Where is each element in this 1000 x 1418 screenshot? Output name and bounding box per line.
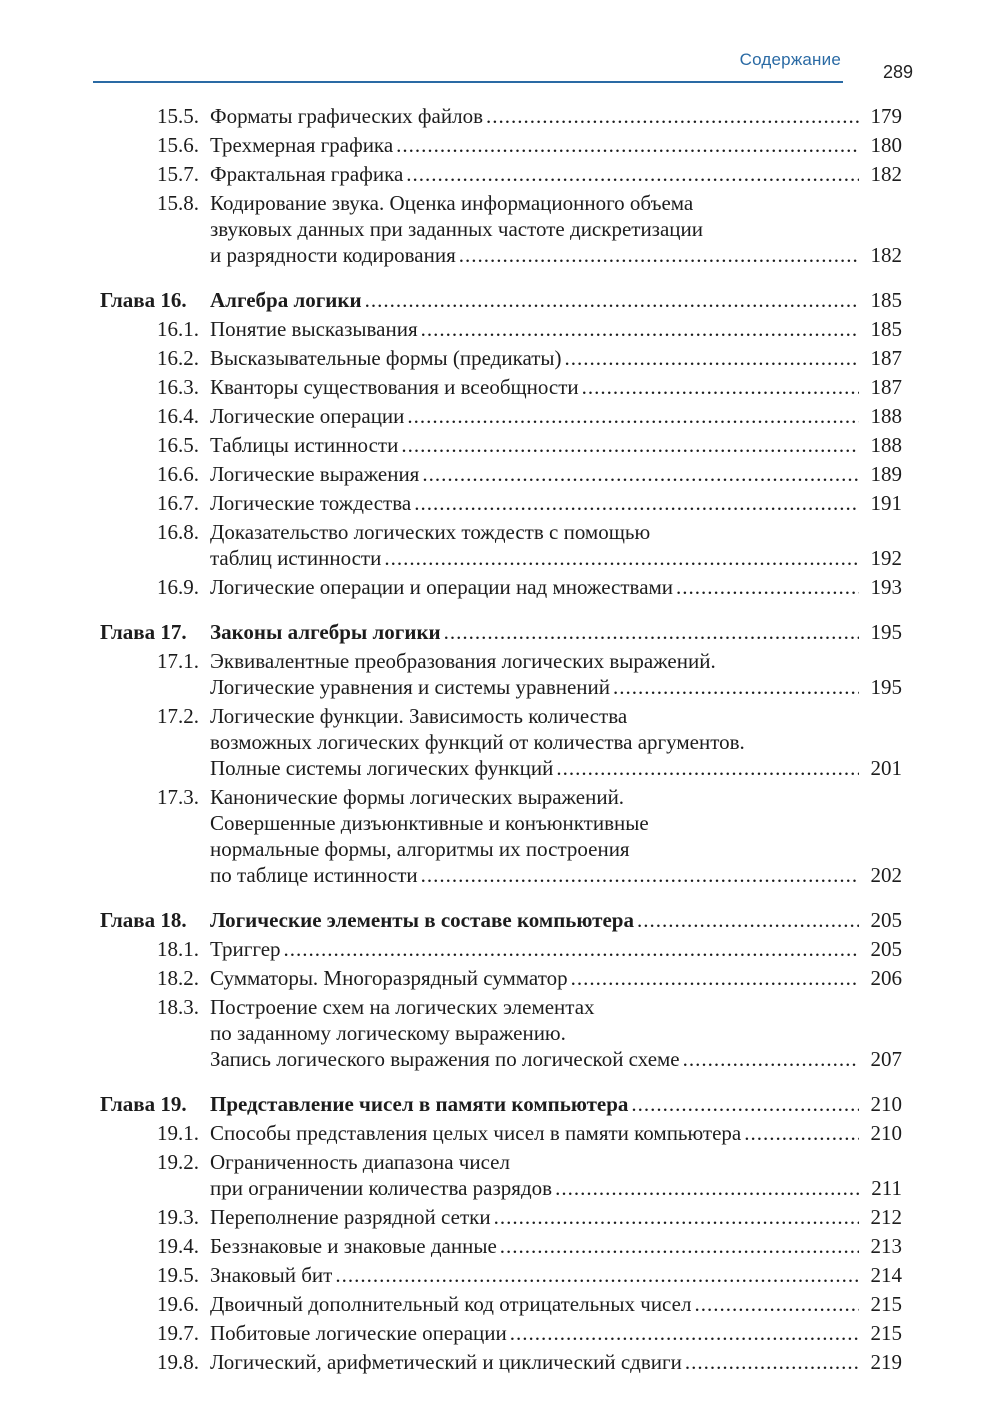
dot-leader [444,619,859,645]
toc-entry-title-line: по таблице истинности [210,863,418,887]
toc-entry-title-line: Логические элементы в составе компьютера [210,908,634,932]
toc-section[interactable] [100,342,902,371]
dot-leader [556,755,859,781]
dot-leader [384,545,859,571]
toc-entry-number: Глава 19. [100,1092,187,1116]
toc-section[interactable] [100,1117,902,1146]
toc-section[interactable] [100,645,902,700]
toc-entry-title-line: при ограничении количества разрядов [210,1176,553,1200]
toc-page-number: 215 [870,1292,902,1316]
dot-leader [510,1320,859,1346]
toc-page-number: 187 [870,375,902,399]
toc-page-number: 182 [870,243,902,267]
toc-entry-title-line: Кванторы существования и всеобщности [210,375,579,399]
dot-leader [421,316,859,342]
toc-entry-title-line: возможных логических функций от количества аргументов. [210,730,745,754]
toc-section[interactable] [100,933,902,962]
toc-page-number: 219 [870,1350,902,1374]
toc-entry-title-line: Триггер [210,937,281,961]
dot-leader [676,574,859,600]
toc-page-number: 215 [870,1321,902,1345]
toc-page-number: 188 [870,404,902,428]
toc-section[interactable] [100,571,902,600]
toc-section[interactable] [100,1230,902,1259]
toc-entry-title-line: Построение схем на логических элементах [210,995,595,1019]
toc-section[interactable] [100,371,902,400]
toc-entry-number: 16.2. [157,346,199,370]
dot-leader [500,1233,859,1259]
toc-entry-title-line: Переполнение разрядной сетки [210,1205,491,1229]
toc-page-number: 210 [870,1121,902,1145]
toc-entry-title-line: Логический, арифметический и циклический сдвиги [210,1350,682,1374]
toc-entry-number: 15.8. [157,191,199,215]
dot-leader [494,1204,859,1230]
toc-entry-number: 18.2. [157,966,199,990]
toc-page-number: 211 [871,1176,902,1200]
toc-chapter[interactable] [100,284,902,313]
dot-leader [284,936,859,962]
toc-entry-title-line: Доказательство логических тождеств с помощью [210,520,651,544]
toc-page-number: 185 [870,317,902,341]
toc-entry-title-line: Представление чисел в памяти компьютера [210,1092,629,1116]
dot-leader [685,1349,859,1375]
toc-section[interactable] [100,700,902,781]
toc-entry-title-line: и разрядности кодирования [210,243,456,267]
dot-leader [422,461,859,487]
toc-entry-title-line: нормальные формы, алгоритмы их построения [210,837,630,861]
dot-leader [486,103,859,129]
toc-entry-title-line: Логические операции [210,404,405,428]
toc-section[interactable] [100,158,902,187]
dot-leader [335,1262,859,1288]
dot-leader [631,1091,859,1117]
toc-entry-number: 19.4. [157,1234,199,1258]
toc-page-number: 205 [870,937,902,961]
toc-entry-number: 16.5. [157,433,199,457]
dot-leader [555,1175,859,1201]
toc-entry-number: 16.1. [157,317,199,341]
toc-page-number: 205 [870,908,902,932]
toc-entry-title-line: звуковых данных при заданных частоте дискретизации [210,217,704,241]
toc-page-number: 214 [870,1263,902,1287]
toc-section[interactable] [100,781,902,888]
toc-entry-title-line: Ограниченность диапазона чисел [210,1150,510,1174]
toc-entry-number: 17.3. [157,785,199,809]
toc-page-number: 213 [870,1234,902,1258]
toc-section[interactable] [100,991,902,1072]
toc-section[interactable] [100,1288,902,1317]
toc-chapter[interactable] [100,616,902,645]
toc-entry-number: 18.1. [157,937,199,961]
dot-leader [365,287,859,313]
toc-entry-title-line: Форматы графических файлов [210,104,483,128]
toc-entry-number: 16.9. [157,575,199,599]
toc-entry-title-line: Кодирование звука. Оценка информационного объема [210,191,694,215]
dot-leader [406,161,859,187]
toc-section[interactable] [100,400,902,429]
toc-entry-number: Глава 18. [100,908,187,932]
toc-page-number: 195 [870,675,902,699]
toc-section[interactable] [100,100,902,129]
toc-page-number: 187 [870,346,902,370]
toc-section[interactable] [100,458,902,487]
toc-entry-title-line: таблиц истинности [210,546,382,570]
table-of-contents [100,100,902,1375]
toc-entry-number: 16.6. [157,462,199,486]
toc-entry-number: 18.3. [157,995,199,1019]
toc-entry-title-line: Логические уравнения и системы уравнений [210,675,611,699]
dot-leader [414,490,859,516]
toc-page-number: 188 [870,433,902,457]
toc-section[interactable] [100,487,902,516]
toc-chapter[interactable] [100,904,902,933]
toc-entry-number: 15.7. [157,162,199,186]
toc-section[interactable] [100,187,902,268]
dot-leader [421,862,859,888]
toc-page-number: 202 [870,863,902,887]
toc-entry-title-line: Трехмерная графика [210,133,394,157]
toc-entry-number: Глава 16. [100,288,187,312]
toc-entry-number: 16.3. [157,375,199,399]
toc-entry-number: 19.6. [157,1292,199,1316]
toc-chapter[interactable] [100,1088,902,1117]
toc-page-number: 201 [870,756,902,780]
toc-entry-number: 16.8. [157,520,199,544]
toc-entry-number: 19.3. [157,1205,199,1229]
dot-leader [694,1291,859,1317]
toc-entry-title-line: Беззнаковые и знаковые данные [210,1234,497,1258]
toc-entry-title-line: Алгебра логики [210,288,362,312]
toc-section[interactable] [100,516,902,571]
toc-page-number: 180 [870,133,902,157]
toc-entry-number: 16.7. [157,491,199,515]
toc-section[interactable] [100,1259,902,1288]
toc-entry-title-line: Высказывательные формы (предикаты) [210,346,562,370]
toc-page-number: 212 [870,1205,902,1229]
toc-entry-title-line: Логические функции. Зависимость количества [210,704,628,728]
toc-entry-number: 15.6. [157,133,199,157]
header-title: Содержание [739,50,841,69]
toc-entry-number: 17.1. [157,649,199,673]
toc-entry-title-line: Канонические формы логических выражений. [210,785,625,809]
dot-leader [401,432,859,458]
toc-entry-title-line: Эквивалентные преобразования логических выражений. [210,649,716,673]
toc-section[interactable] [100,1346,902,1375]
toc-section[interactable] [100,962,902,991]
toc-entry-title-line: Побитовые логические операции [210,1321,507,1345]
dot-leader [613,674,859,700]
dot-leader [407,403,859,429]
toc-entry-number: 19.8. [157,1350,199,1374]
toc-page-number: 185 [870,288,902,312]
toc-entry-title-line: по заданному логическому выражению. [210,1021,566,1045]
dot-leader [637,907,859,933]
toc-page-number: 192 [870,546,902,570]
toc-entry-number: 19.2. [157,1150,199,1174]
toc-entry-title-line: Сумматоры. Многоразрядный сумматор [210,966,568,990]
toc-page-number: 210 [870,1092,902,1116]
toc-entry-title-line: Таблицы истинности [210,433,399,457]
dot-leader [683,1046,859,1072]
toc-entry-number: 19.1. [157,1121,199,1145]
toc-page-number: 193 [870,575,902,599]
toc-entry-title-line: Способы представления целых чисел в памяти компьютера [210,1121,742,1145]
toc-page-number: 182 [870,162,902,186]
toc-entry-title-line: Запись логического выражения по логической схеме [210,1047,680,1071]
toc-page-number: 189 [870,462,902,486]
dot-leader [571,965,859,991]
toc-entry-number: Глава 17. [100,620,187,644]
dot-leader [396,132,859,158]
toc-page-number: 206 [870,966,902,990]
dot-leader [459,242,859,268]
toc-entry-title-line: Знаковый бит [210,1263,333,1287]
running-header [93,45,843,83]
toc-entry-title-line: Логические тождества [210,491,412,515]
toc-page-number: 179 [870,104,902,128]
toc-entry-title-line: Совершенные дизъюнктивные и конъюнктивные [210,811,649,835]
toc-entry-title-line: Двоичный дополнительный код отрицательных чисел [210,1292,692,1316]
toc-entry-number: 17.2. [157,704,199,728]
toc-section[interactable] [100,129,902,158]
toc-section[interactable] [100,1146,902,1201]
toc-entry-title-line: Логические операции и операции над множествами [210,575,674,599]
dot-leader [744,1120,859,1146]
toc-entry-title-line: Понятие высказывания [210,317,418,341]
toc-entry-title-line: Фрактальная графика [210,162,404,186]
dot-leader [565,345,859,371]
toc-page-number: 195 [870,620,902,644]
page-number: 289 [883,62,914,82]
toc-entry-title-line: Законы алгебры логики [210,620,441,644]
toc-entry-number: 15.5. [157,104,199,128]
toc-page-number: 191 [870,491,902,515]
toc-section[interactable] [100,1317,902,1346]
toc-entry-title-line: Полные системы логических функций [210,756,554,780]
toc-page-number: 207 [870,1047,902,1071]
toc-section[interactable] [100,313,902,342]
toc-entry-number: 16.4. [157,404,199,428]
dot-leader [582,374,859,400]
toc-section[interactable] [100,429,902,458]
toc-entry-title-line: Логические выражения [210,462,420,486]
toc-entry-number: 19.7. [157,1321,199,1345]
toc-entry-number: 19.5. [157,1263,199,1287]
toc-section[interactable] [100,1201,902,1230]
